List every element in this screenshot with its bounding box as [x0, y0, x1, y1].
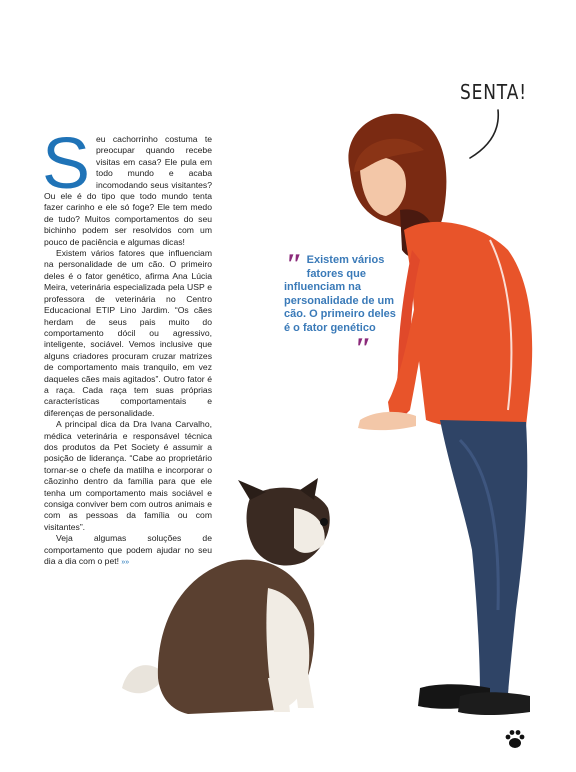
- article-paragraph-1: eu cachorrinho costuma te preocupar quando recebe visitas em casa? Ele pula em todo mundo e acaba incomodando seus visitantes? Ou ele é do tipo que todo mundo tenta fazer carinho e ele só foge? Ele tem medo de tudo? Muitos comportamentos do seu bichinho podem ser resolvidos com um pouco de paciência e algumas dicas!: [44, 134, 212, 247]
- open-quote-mark: ": [280, 248, 305, 281]
- article-paragraph-3: A principal dica da Dra Ivana Carvalho, médica veterinária e responsável técnica dos produtos da Pet Society é assumir a posição de liderança. “Cabe ao proprietário tornar-se o chefe da matilha e incorporar o cãozinho dentro da família para que ele tenha um comportamento mais sociável e consiga conviver bem com outros animais e com as pessoas da família ou com visitantes”.: [44, 419, 212, 532]
- woman-illustration: [340, 110, 550, 720]
- article-paragraph-4: Veja algumas soluções de comportamento que podem ajudar no seu dia a dia com o pet!: [44, 533, 212, 567]
- article-paragraph-2: Existem vários fatores que influenciam na personalidade de um cão. O primeiro deles é o fator genético, afirma Ana Lúcia Meira, veterinária especializada pela USP e professora de veterinária no Centro Educacional ETIP Lino Jardim. “Os cães herdam de seus pais muito do comportamento dócil ou agressivo, inteligente, sociável. Vemos inclusive que alguns criadores procuram cruzar matrizes de comportamento mais tranquilo, em vez daqueles cães mais agitados”. Outro fator é a raça. Cada raça tem suas próprias características comportamentais e diferenças de personalidade.: [44, 248, 212, 418]
- pull-quote-text: Existem vários fatores que influenciam na personalidade de um cão. O primeiro deles é o fator genético: [284, 254, 396, 334]
- article-body: [42, 124, 212, 568]
- continue-marker: »»: [121, 559, 130, 567]
- speech-text: SENTA!: [460, 80, 527, 104]
- paw-icon: [504, 728, 526, 750]
- pull-quote: [280, 248, 398, 365]
- dropcap: S: [42, 124, 91, 204]
- close-quote-mark: ": [349, 331, 374, 365]
